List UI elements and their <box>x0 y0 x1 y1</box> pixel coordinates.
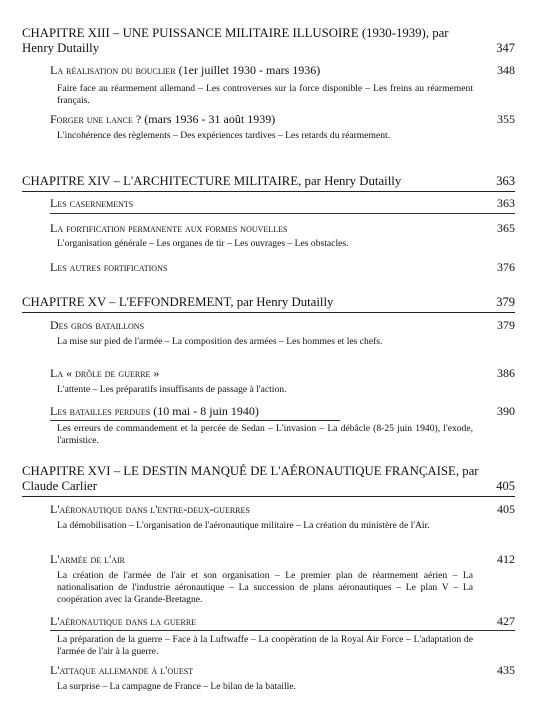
section-title-suffix: (1er juillet 1930 - mars 1936) <box>175 63 321 77</box>
section-title <box>50 260 167 274</box>
section-title <box>50 552 125 566</box>
section-summary: La préparation de la guerre – Face à la Luftwaffe – La coopération de la Royal Air Force – L'adaptation de l'armée de l'air à la guerre. <box>57 634 473 657</box>
chapter-title: CHAPITRE XVI – LE DESTIN MANQUÉ DE L'AÉRONAUTIQUE FRANÇAISE, par Claude Carlier <box>22 464 479 493</box>
section-title <box>50 404 259 418</box>
chapter-page-number: 347 <box>496 41 515 55</box>
section-summary: Les erreurs de commandement et la percée de Sedan – L'invasion – La débâcle (8-25 juin 1940), l'exode, l'armistice. <box>57 423 473 446</box>
section-page-number: 365 <box>497 221 515 235</box>
chapter-title: CHAPITRE XV – L'EFFONDREMENT, par Henry Dutailly <box>22 295 334 309</box>
section-title-text: Les batailles perdues <box>50 404 151 418</box>
section-summary: L'organisation générale – Les organes de tir – Les ouvrages – Les obstacles. <box>57 238 349 249</box>
section-summary: La surprise – La campagne de France – Le bilan de la bataille. <box>57 681 296 692</box>
section-title-text: L'aéronautique dans la guerre <box>50 614 197 628</box>
section-summary: L'attente – Les préparatifs insuffisants de passage à l'action. <box>57 384 287 395</box>
section-page-number: 386 <box>497 366 515 380</box>
section-page-number: 348 <box>497 63 515 77</box>
section-page-number: 412 <box>497 552 515 566</box>
section-rule <box>50 630 515 631</box>
section-title-text: L'armée de l'air <box>50 552 125 566</box>
chapter-rule <box>22 191 515 192</box>
section-title <box>50 663 193 677</box>
section-page-number: 376 <box>497 260 515 274</box>
section-summary: L'incohérence des règlements – Des expériences tardives – Les retards du réarmement. <box>57 130 391 141</box>
section-title <box>50 502 250 516</box>
chapter-title: CHAPITRE XIV – L'ARCHITECTURE MILITAIRE, par Henry Dutailly <box>22 174 402 188</box>
section-title-text: L'aéronautique dans l'entre-deux-guerres <box>50 502 250 516</box>
section-summary: La mise sur pied de l'armée – La composition des armées – Les hommes et les chefs. <box>57 336 383 347</box>
section-title-text: L'attaque allemande à l'ouest <box>50 663 194 677</box>
section-page-number: 363 <box>497 196 515 210</box>
section-title-suffix: (10 mai - 8 juin 1940) <box>150 404 259 418</box>
section-title <box>50 366 159 380</box>
section-title <box>50 614 196 628</box>
section-page-number: 379 <box>497 318 515 332</box>
section-title-text: Des gros bataillons <box>50 318 145 332</box>
section-rule <box>50 420 340 421</box>
section-title <box>50 63 320 77</box>
section-summary: La démobilisation – L'organisation de l'aéronautique militaire – La création du ministère de l'Air. <box>57 520 430 531</box>
section-title-suffix: (mars 1936 - 31 août 1939) <box>141 112 276 126</box>
chapter-page-number: 379 <box>496 295 515 309</box>
section-title-text: Les autres fortifications <box>50 260 168 274</box>
section-title <box>50 318 144 332</box>
chapter-page-number: 363 <box>496 174 515 188</box>
chapter-title: CHAPITRE XIII – UNE PUISSANCE MILITAIRE ILLUSOIRE (1930-1939), par Henry Dutailly <box>22 26 449 55</box>
chapter-page-number: 405 <box>496 479 515 493</box>
section-page-number: 355 <box>497 112 515 126</box>
section-page-number: 435 <box>497 663 515 677</box>
section-title-text: La fortification permanente aux formes nouvelles <box>50 221 288 235</box>
section-title-text: Forger une lance ? <box>50 112 142 126</box>
section-page-number: 405 <box>497 502 515 516</box>
chapter-rule <box>22 312 515 313</box>
section-title-text: La « drôle de guerre » <box>50 366 160 380</box>
section-page-number: 390 <box>497 404 515 418</box>
section-title <box>50 221 287 235</box>
section-summary: Faire face au réarmement allemand – Les controverses sur la force disponible – Les freins au réarmement français. <box>57 83 473 106</box>
section-title <box>50 196 133 210</box>
section-summary: La création de l'armée de l'air et son organisation – Le premier plan de réarmement aérien – La nationalisation de l'industrie aéronautique – La succession de plans aéronautiques – Le plan V – La coopération avec la Grande-Bretagne. <box>57 570 473 605</box>
chapter-rule <box>22 496 515 497</box>
section-title-text: La réalisation du bouclier <box>50 63 176 77</box>
section-rule <box>50 213 515 214</box>
section-title <box>50 112 275 126</box>
section-title-text: Les casernements <box>50 196 134 210</box>
section-page-number: 427 <box>497 614 515 628</box>
